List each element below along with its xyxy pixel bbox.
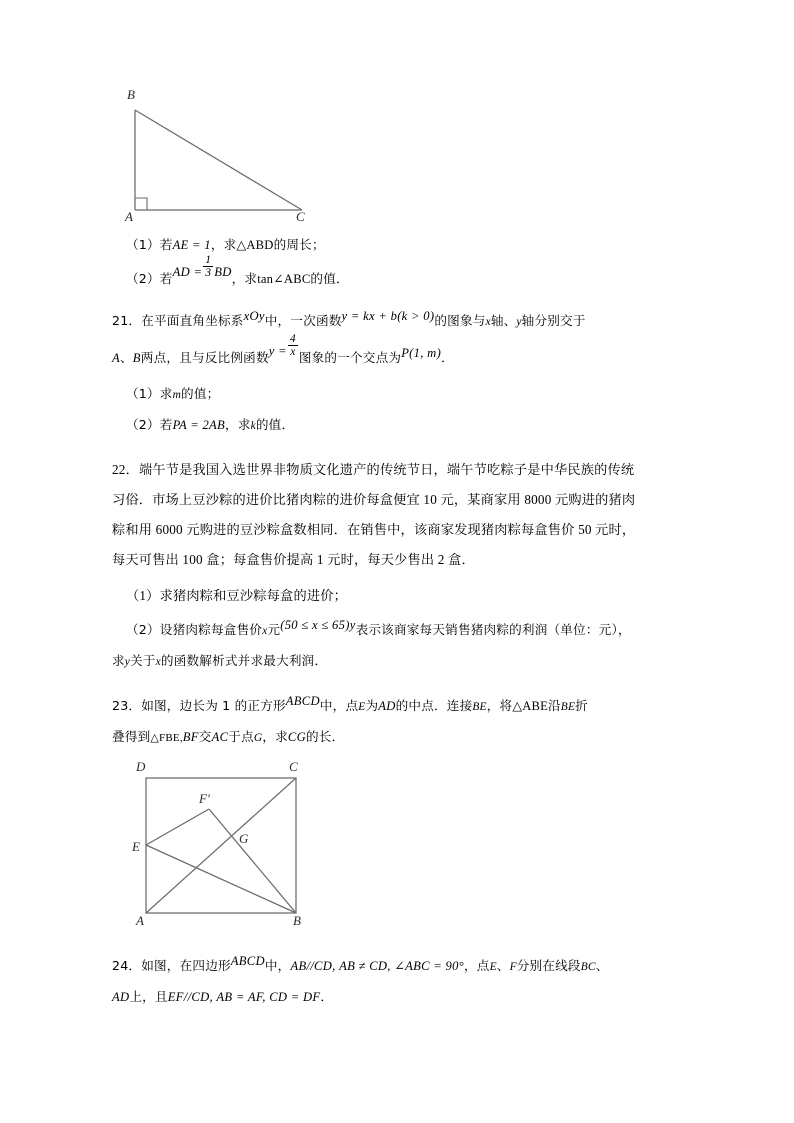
q20-sub2-lead: AD = bbox=[172, 265, 203, 279]
q20-sub1-math: AE = 1 bbox=[172, 238, 211, 252]
q22-sub2-a: （2）设猪肉粽每盒售价 bbox=[126, 622, 263, 637]
q21-sub1-m: m bbox=[172, 389, 182, 401]
q20-sub1-suffix: 的周长； bbox=[273, 237, 325, 252]
q24-segment-ad: AD bbox=[112, 990, 130, 1004]
q23-point-e: E bbox=[358, 701, 366, 713]
q23-l1-f: 沿 bbox=[548, 698, 561, 713]
q23-l2-e: 的长． bbox=[306, 729, 345, 744]
right-angle-marker bbox=[135, 198, 147, 210]
q23-triangle-fbe: △FBE, bbox=[150, 732, 183, 744]
q21-sub2-b: ，求 bbox=[225, 417, 251, 432]
q21-sub2-k: k bbox=[250, 420, 256, 432]
q21-sub1 bbox=[112, 379, 694, 410]
segment-fb bbox=[209, 809, 296, 913]
q24-point-f: F bbox=[509, 961, 517, 973]
square-label-b: B bbox=[293, 913, 301, 928]
q23-l1-c: 为 bbox=[365, 698, 379, 713]
q24-line2 bbox=[112, 982, 694, 1012]
q21-sub2 bbox=[112, 410, 694, 441]
q22-sub2-c: 表示该商家每天销售猪肉粽的利润（单位：元）， bbox=[355, 622, 631, 637]
q21-axis-x: x bbox=[485, 316, 491, 328]
q23-l1-a: 23．如图，边长为 1 的正方形 bbox=[112, 698, 286, 713]
q24-cond-ab-eq-af: AB = AF, bbox=[216, 990, 266, 1004]
q23-point-g: G bbox=[253, 732, 263, 744]
square-svg bbox=[126, 763, 336, 938]
q21-fraction-4-over-x bbox=[288, 333, 298, 358]
q20-sub2-suffix: 的值． bbox=[310, 271, 349, 286]
square-label-d: D bbox=[136, 759, 146, 774]
q23-l2-d: ，求 bbox=[262, 729, 288, 744]
square-label-a: A bbox=[136, 913, 144, 928]
segment-eb bbox=[146, 845, 296, 913]
q23-l2-c: 于点 bbox=[228, 729, 254, 744]
q21-l2-b: 、 bbox=[120, 350, 133, 365]
segment-ef bbox=[146, 809, 209, 845]
q21-axis-y: y bbox=[516, 316, 522, 328]
square-label-c: C bbox=[289, 759, 298, 774]
q21-sub2-c: 的值． bbox=[255, 417, 295, 432]
q23-l2-b: 交 bbox=[198, 729, 212, 744]
q21-linear-function: y = kx + b(k > 0) bbox=[341, 309, 435, 323]
q23-segment-cg: CG bbox=[287, 730, 307, 744]
q20-sub1-prefix: （1）若 bbox=[126, 237, 173, 252]
figure-right-triangle-abc bbox=[112, 88, 694, 238]
q23-segment-ad: AD bbox=[378, 699, 396, 713]
q23-line2 bbox=[112, 722, 694, 753]
q24-quad-abcd: ABCD bbox=[230, 954, 265, 968]
q20-sub2-tan: tan∠ABC bbox=[257, 272, 311, 286]
q21-l2-f: ． bbox=[441, 350, 454, 365]
q20-sub2-tail: BD bbox=[214, 265, 232, 279]
q24-l2-b: ． bbox=[320, 989, 334, 1004]
q23-segment-ac: AC bbox=[211, 730, 229, 744]
q20-sub2 bbox=[112, 253, 694, 294]
q21-point-a: A bbox=[112, 351, 120, 365]
q24-cond-ef-parallel-cd: EF//CD, bbox=[167, 990, 213, 1004]
q20-fraction-one-third bbox=[203, 254, 213, 279]
q21-l1-b: 中，一次函数 bbox=[264, 313, 342, 328]
q21-point-b: B bbox=[132, 351, 141, 365]
q22-sub2-x: x bbox=[262, 625, 268, 637]
q23-l1-d: 的中点．连接 bbox=[395, 698, 473, 713]
triangle-label-c: C bbox=[296, 209, 305, 224]
q20-sub2-prefix: （2）若 bbox=[126, 271, 173, 286]
q21-line2 bbox=[112, 332, 694, 373]
q20-sub2-mid: ，求 bbox=[231, 271, 258, 286]
q21-l1-e: 轴分别交于 bbox=[521, 313, 586, 328]
q22-sub2-d: 求 bbox=[112, 653, 125, 668]
q24-line1 bbox=[112, 951, 694, 982]
triangle-label-a: A bbox=[125, 209, 133, 224]
q21-l2-e: 图象的一个交点为 bbox=[298, 350, 402, 365]
q21-l1-a: 21．在平面直角坐标系 bbox=[112, 313, 244, 328]
square-label-e: E bbox=[132, 839, 140, 854]
q22-sub2-e: 关于 bbox=[130, 653, 156, 668]
q21-sub2-a: （2）若 bbox=[126, 417, 173, 432]
q23-square-abcd: ABCD bbox=[285, 694, 320, 708]
q23-triangle-abe: △ABE bbox=[512, 699, 548, 713]
q24-cond-angle-abc: ∠ABC = 90° bbox=[394, 959, 465, 973]
q21-sub2-math: PA = 2AB bbox=[172, 418, 226, 432]
q22-sub2-y: y bbox=[349, 618, 356, 632]
q23-l1-e2: ，将 bbox=[486, 698, 513, 713]
q23-l2-a: 叠得到 bbox=[112, 729, 151, 744]
q21-point-p: P(1, m) bbox=[401, 346, 442, 360]
q22-sub2-y2: y bbox=[124, 656, 131, 668]
q22-sub2-line1 bbox=[112, 615, 694, 646]
q22-sub1: （1）求猪肉粽和豆沙粽每盒的进价； bbox=[126, 588, 347, 603]
q21-frac-denominator: x bbox=[288, 345, 298, 358]
q21-sub1-b: 的值； bbox=[181, 386, 220, 401]
q22-sub2-x2: x bbox=[155, 656, 161, 668]
q24-l2-a: 上，且 bbox=[129, 989, 168, 1004]
q24-cond-cd-eq-df: CD = DF bbox=[269, 990, 321, 1004]
q23-l1-g: 折 bbox=[575, 698, 588, 713]
q20-frac-numerator: 1 bbox=[205, 253, 212, 266]
q22-sub2-f: 的函数解析式并求最大利润． bbox=[160, 653, 328, 668]
segment-bc bbox=[135, 110, 302, 210]
q21-sub1-a: （1）求 bbox=[126, 386, 173, 401]
q20-sub1-triangle: △ABD bbox=[236, 238, 274, 252]
q23-segment-be: BE bbox=[472, 701, 487, 713]
q23-segment-bf: BF bbox=[182, 730, 199, 744]
q20-sub1-mid: ，求 bbox=[210, 237, 237, 252]
q21-inverse-function bbox=[268, 332, 299, 366]
triangle-svg bbox=[112, 88, 332, 223]
q24-l1-f2: 、 bbox=[595, 958, 609, 973]
q24-l1-c: ，点 bbox=[464, 958, 490, 973]
q20-frac-denominator: 3 bbox=[205, 267, 212, 280]
q24-l1-d: 、 bbox=[496, 958, 510, 973]
diagonal-ac bbox=[146, 778, 296, 913]
figure-square-abcd bbox=[126, 759, 694, 943]
triangle-label-b: B bbox=[127, 87, 135, 102]
square-label-f-prime: F' bbox=[199, 791, 210, 806]
q24-l1-e2: 分别在线段 bbox=[516, 958, 581, 973]
q24-cond-ab-parallel-cd: AB//CD, bbox=[290, 959, 336, 973]
q24-cond-ab-ne-cd: AB ≠ CD, bbox=[339, 959, 391, 973]
q21-line1 bbox=[112, 306, 694, 337]
q22-sub2-line2 bbox=[112, 646, 694, 677]
q21-xoy: xOy bbox=[243, 309, 265, 323]
q24-l1-b: 中， bbox=[264, 958, 291, 973]
q22-line4: 每天可售出 100 盒；每盒售价提高 1 元时，每天少售出 2 盒． bbox=[112, 552, 475, 567]
q21-inv-lead: y = bbox=[268, 344, 287, 358]
q21-l2-d: 两点，且与反比例函数 bbox=[140, 350, 269, 365]
q22-sub2-b: 元 bbox=[267, 622, 281, 637]
q22-x-range: (50 ≤ x ≤ 65) bbox=[280, 618, 350, 632]
q23-line1 bbox=[112, 691, 694, 722]
q22-line1: 22．端午节是我国入选世界非物质文化遗产的传统节日，端午节吃粽子是中华民族的传统 bbox=[112, 462, 635, 477]
q21-l1-c: 的图象与 bbox=[434, 313, 486, 328]
q21-l1-d: 轴、 bbox=[490, 313, 517, 328]
q24-segment-bc: BC bbox=[580, 961, 596, 973]
q20-sub2-formula bbox=[172, 253, 232, 287]
q23-l1-b: 中，点 bbox=[319, 698, 359, 713]
q23-segment-be2: BE bbox=[560, 701, 576, 713]
q24-l1-a: 24．如图，在四边形 bbox=[112, 958, 231, 973]
q24-point-e: E bbox=[489, 961, 497, 973]
square-label-g: G bbox=[239, 831, 249, 846]
page-content bbox=[112, 0, 694, 1012]
q22-line3: 粽和用 6000 元购进的豆沙粽盒数相同．在销售中，该商家发现猪肉粽每盒售价 50 元时， bbox=[112, 522, 636, 537]
q21-frac-numerator: 4 bbox=[289, 332, 296, 345]
q22-line2: 习俗．市场上豆沙粽的进价比猪肉粽的进价每盒便宜 10 元，某商家用 8000 元购进的猪肉 bbox=[112, 492, 636, 507]
